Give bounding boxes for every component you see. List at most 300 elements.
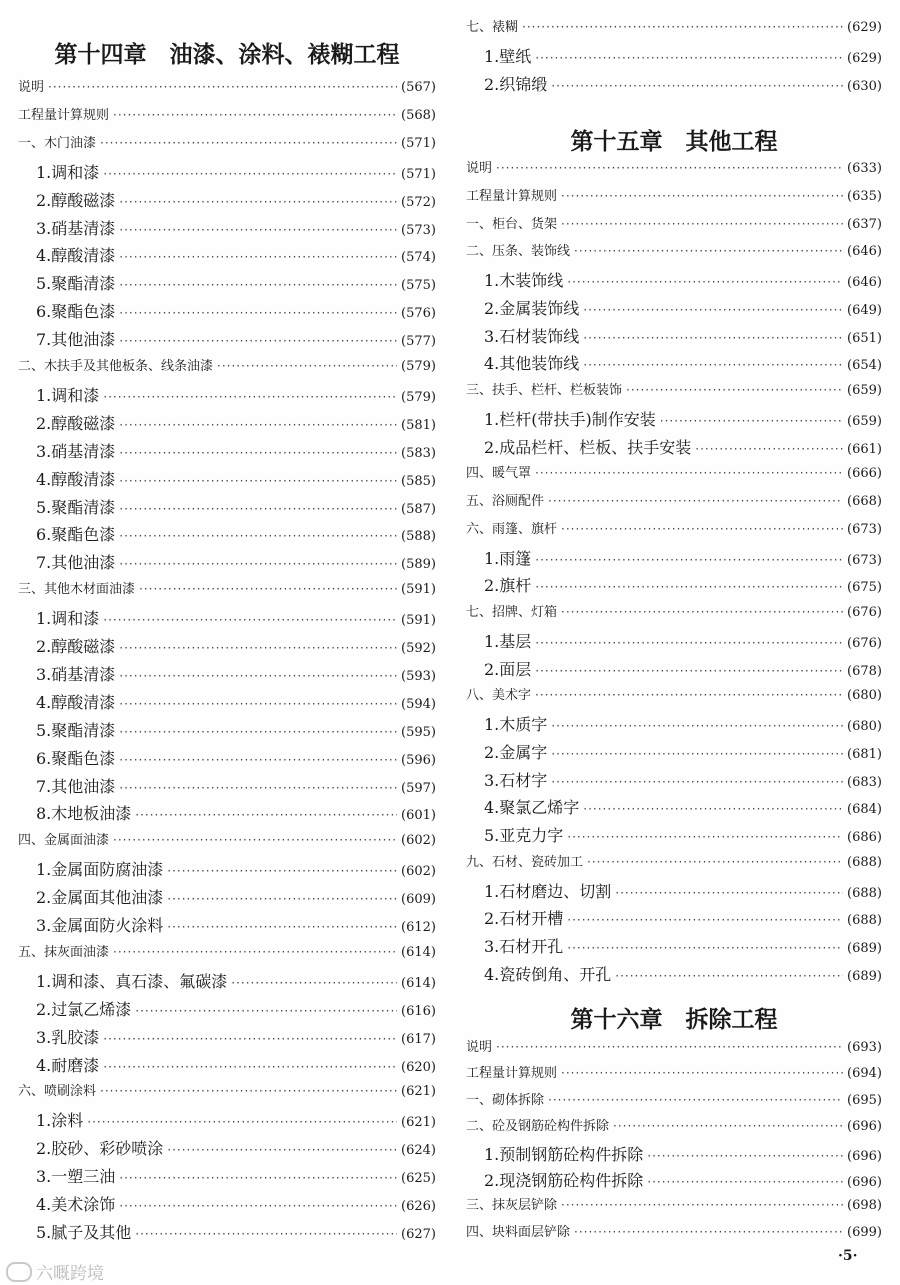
toc-entry-label: 7.其他油漆 xyxy=(36,553,116,573)
toc-entry-page: (680) xyxy=(847,719,882,734)
toc-entry-page: (596) xyxy=(401,752,436,768)
toc-entry-label: 1.基层 xyxy=(484,631,532,651)
toc-entry-page: (680) xyxy=(847,688,882,704)
toc-entry-page: (614) xyxy=(401,975,436,991)
toc-entry xyxy=(466,462,882,481)
toc-entry-label: 6.聚酯色漆 xyxy=(36,302,116,322)
toc-entry-page: (579) xyxy=(401,389,436,405)
toc-entry-page: (673) xyxy=(847,521,882,537)
toc-leader-dots xyxy=(119,474,397,488)
toc-entry-page: (684) xyxy=(847,802,882,818)
toc-entry xyxy=(18,467,436,490)
toc-leader-dots xyxy=(551,747,843,761)
toc-entry xyxy=(18,76,436,95)
toc-entry xyxy=(18,550,436,573)
toc-entry-label: 6.聚酯色漆 xyxy=(36,525,116,545)
toc-leader-dots xyxy=(574,244,843,258)
toc-entry-label: 七、裱糊 xyxy=(466,20,519,35)
toc-entry xyxy=(18,188,436,211)
toc-entry-label: 一、砌体拆除 xyxy=(466,1092,545,1108)
toc-entry-label: 1.木装饰线 xyxy=(484,271,564,290)
toc-entry-page: (612) xyxy=(401,920,436,935)
toc-entry-label: 2.醇酸磁漆 xyxy=(36,637,116,656)
toc-leader-dots xyxy=(551,79,843,93)
toc-entry xyxy=(18,969,436,992)
toc-leader-dots xyxy=(561,522,843,536)
toc-entry xyxy=(18,383,436,406)
toc-entry-page: (567) xyxy=(401,80,436,95)
toc-entry-label: 7.其他油漆 xyxy=(36,330,116,350)
toc-entry-label: 工程量计算规则 xyxy=(466,1066,558,1082)
toc-entry xyxy=(18,495,436,518)
toc-entry xyxy=(18,1192,436,1215)
toc-entry-page: (602) xyxy=(401,833,436,849)
toc-entry-label: 五、抹灰面油漆 xyxy=(18,944,110,960)
toc-entry-label: 工程量计算规则 xyxy=(18,107,110,123)
toc-entry-page: (629) xyxy=(847,20,882,35)
toc-entry-page: (591) xyxy=(401,613,436,629)
toc-leader-dots xyxy=(613,1119,843,1133)
toc-entry xyxy=(466,573,882,596)
toc-entry-page: (668) xyxy=(847,494,882,509)
toc-entry-page: (573) xyxy=(401,222,436,238)
toc-entry xyxy=(18,1025,436,1048)
toc-leader-dots xyxy=(113,945,397,959)
toc-entry xyxy=(18,606,436,629)
toc-leader-dots xyxy=(615,886,843,900)
toc-entry-page: (589) xyxy=(401,557,436,573)
toc-entry xyxy=(466,657,882,680)
toc-entry-page: (633) xyxy=(847,161,882,176)
toc-entry-label: 3.金属面防火涂料 xyxy=(36,916,164,935)
toc-entry xyxy=(466,1115,882,1134)
toc-leader-dots xyxy=(167,864,397,878)
toc-entry xyxy=(18,662,436,685)
toc-entry-label: 8.木地板油漆 xyxy=(36,804,132,824)
toc-entry xyxy=(18,216,436,239)
toc-leader-dots xyxy=(119,669,397,683)
toc-entry-page: (676) xyxy=(847,605,882,620)
toc-entry-label: 2.成品栏杆、栏板、扶手安装 xyxy=(484,437,692,457)
toc-leader-dots xyxy=(561,1198,843,1212)
toc-entry xyxy=(466,185,882,204)
toc-leader-dots xyxy=(135,1227,397,1241)
toc-entry xyxy=(466,879,882,902)
toc-entry-page: (577) xyxy=(401,334,436,350)
toc-entry-page: (621) xyxy=(401,1084,436,1100)
toc-entry xyxy=(18,160,436,183)
toc-entry xyxy=(18,913,436,936)
watermark-text: 六嘅跨境 xyxy=(36,1264,104,1284)
toc-entry xyxy=(18,104,436,123)
toc-entry-page: (693) xyxy=(847,1040,882,1055)
toc-entry xyxy=(18,718,436,741)
toc-entry-page: (625) xyxy=(401,1171,436,1187)
page-number: ·5· xyxy=(838,1248,858,1264)
toc-entry-label: 说明 xyxy=(18,80,45,95)
toc-entry-page: (654) xyxy=(847,358,882,374)
toc-leader-dots xyxy=(548,1093,843,1107)
toc-leader-dots xyxy=(626,383,843,397)
toc-leader-dots xyxy=(561,189,843,203)
toc-entry-label: 3.石材开孔 xyxy=(484,937,564,956)
toc-entry xyxy=(466,518,882,537)
toc-entry-label: 2.现浇钢筋砼构件拆除 xyxy=(484,1171,644,1190)
toc-entry xyxy=(466,1036,882,1055)
toc-entry-page: (696) xyxy=(847,1148,882,1164)
toc-entry-page: (651) xyxy=(847,330,882,346)
toc-entry xyxy=(18,299,436,322)
toc-leader-dots xyxy=(119,278,397,292)
toc-entry-page: (629) xyxy=(847,51,882,66)
toc-entry xyxy=(18,885,436,908)
toc-entry xyxy=(466,268,882,291)
toc-leader-dots xyxy=(217,359,397,373)
toc-entry-label: 二、木扶手及其他板条、线条油漆 xyxy=(18,359,214,374)
toc-leader-dots xyxy=(135,1004,397,1018)
toc-leader-dots xyxy=(535,688,843,702)
toc-entry xyxy=(18,774,436,797)
toc-entry-page: (649) xyxy=(847,302,882,318)
toc-entry-page: (617) xyxy=(401,1031,436,1047)
toc-entry-page: (616) xyxy=(401,1003,436,1019)
toc-leader-dots xyxy=(119,418,397,432)
toc-leader-dots xyxy=(119,195,397,209)
toc-entry-page: (601) xyxy=(401,808,436,824)
toc-leader-dots xyxy=(119,641,397,655)
toc-entry-label: 六、雨篷、旗杆 xyxy=(466,521,558,537)
toc-entry-page: (676) xyxy=(847,635,882,651)
toc-entry xyxy=(18,327,436,350)
toc-entry-label: 1.调和漆 xyxy=(36,162,100,182)
toc-entry-page: (614) xyxy=(401,944,436,960)
toc-entry-page: (646) xyxy=(847,275,882,290)
toc-leader-dots xyxy=(119,697,397,711)
toc-leader-dots xyxy=(583,331,843,345)
toc-entry-page: (661) xyxy=(847,441,882,457)
toc-entry-label: 说明 xyxy=(466,1040,493,1055)
toc-leader-dots xyxy=(119,781,397,795)
toc-entry-page: (630) xyxy=(847,79,882,94)
toc-entry-page: (686) xyxy=(847,830,882,845)
toc-entry-page: (683) xyxy=(847,774,882,790)
toc-entry-page: (659) xyxy=(847,383,882,398)
toc-entry-page: (699) xyxy=(847,1224,882,1240)
toc-entry xyxy=(466,1089,882,1108)
toc-entry xyxy=(466,1062,882,1081)
toc-leader-dots xyxy=(119,1171,397,1185)
toc-entry xyxy=(18,1220,436,1243)
toc-entry-page: (624) xyxy=(401,1143,436,1159)
toc-leader-dots xyxy=(119,250,397,264)
toc-entry xyxy=(466,546,882,569)
toc-entry-label: 5.腻子及其他 xyxy=(36,1222,132,1242)
toc-entry-label: 5.聚酯清漆 xyxy=(36,720,116,740)
toc-entry-page: (579) xyxy=(401,359,436,374)
toc-entry-page: (627) xyxy=(401,1226,436,1242)
toc-entry xyxy=(466,1194,882,1213)
toc-entry-label: 2.织锦缎 xyxy=(484,75,548,94)
toc-entry-label: 六、喷刷涂料 xyxy=(18,1084,97,1100)
toc-leader-dots xyxy=(567,275,843,289)
toc-entry xyxy=(18,1108,436,1131)
toc-entry-page: (673) xyxy=(847,552,882,568)
toc-leader-dots xyxy=(119,334,397,348)
toc-leader-dots xyxy=(561,217,843,231)
toc-leader-dots xyxy=(87,1115,397,1129)
toc-leader-dots xyxy=(139,582,397,596)
toc-entry-label: 四、暖气罩 xyxy=(466,466,532,482)
toc-entry-label: 二、砼及钢筋砼构件拆除 xyxy=(466,1119,610,1135)
toc-entry-page: (576) xyxy=(401,306,436,322)
toc-entry-label: 4.聚氯乙烯字 xyxy=(484,798,580,818)
toc-entry-page: (688) xyxy=(847,854,882,870)
toc-entry-page: (621) xyxy=(401,1115,436,1131)
toc-entry-label: 4.瓷砖倒角、开孔 xyxy=(484,964,612,984)
toc-leader-dots xyxy=(535,466,843,480)
toc-entry-label: 3.一塑三油 xyxy=(36,1167,116,1187)
toc-leader-dots xyxy=(548,494,843,508)
toc-entry-page: (581) xyxy=(401,417,436,433)
toc-entry-label: 1.壁纸 xyxy=(484,47,532,66)
toc-entry xyxy=(466,240,882,259)
toc-leader-dots xyxy=(113,833,397,847)
toc-entry-page: (609) xyxy=(401,892,436,908)
toc-leader-dots xyxy=(574,1225,843,1239)
toc-leader-dots xyxy=(535,636,843,650)
toc-entry-label: 五、浴厕配件 xyxy=(466,494,545,509)
toc-entry-page: (595) xyxy=(401,724,436,740)
toc-entry-label: 七、招牌、灯箱 xyxy=(466,605,558,620)
toc-entry-label: 1.石材磨边、切割 xyxy=(484,881,612,901)
toc-entry-label: 2.金属面其他油漆 xyxy=(36,888,164,908)
toc-entry-page: (568) xyxy=(401,107,436,123)
toc-leader-dots xyxy=(615,969,843,983)
toc-entry xyxy=(466,296,882,319)
toc-entry xyxy=(18,355,436,374)
watermark-logo-icon xyxy=(6,1262,32,1282)
toc-entry-page: (594) xyxy=(401,696,436,712)
toc-entry-label: 九、石材、瓷砖加工 xyxy=(466,854,584,870)
toc-entry xyxy=(466,1168,882,1191)
chapter-16-title: 第十六章 拆除工程 xyxy=(570,1007,778,1033)
toc-entry-page: (689) xyxy=(847,941,882,956)
toc-entry-page: (571) xyxy=(401,135,436,151)
toc-entry-page: (695) xyxy=(847,1092,882,1108)
toc-entry-label: 4.醇酸清漆 xyxy=(36,692,116,712)
toc-entry xyxy=(466,435,882,458)
chapter-14-title: 第十四章 油漆、涂料、裱糊工程 xyxy=(54,42,400,68)
toc-entry-label: 1.栏杆(带扶手)制作安装 xyxy=(484,409,656,429)
toc-entry-page: (597) xyxy=(401,780,436,796)
toc-entry xyxy=(466,629,882,652)
toc-entry-page: (689) xyxy=(847,968,882,984)
toc-leader-dots xyxy=(561,605,843,619)
toc-entry-label: 1.调和漆 xyxy=(36,385,100,405)
toc-entry xyxy=(18,997,436,1020)
toc-entry-label: 1.调和漆、真石漆、氟碳漆 xyxy=(36,971,228,991)
toc-entry xyxy=(18,1164,436,1187)
toc-entry-page: (593) xyxy=(401,668,436,684)
toc-entry-label: 3.石材装饰线 xyxy=(484,326,580,346)
toc-entry-label: 7.其他油漆 xyxy=(36,776,116,796)
toc-entry-label: 一、木门油漆 xyxy=(18,135,97,151)
toc-leader-dots xyxy=(167,920,397,934)
toc-leader-dots xyxy=(587,855,843,869)
chapter-15-title: 第十五章 其他工程 xyxy=(570,129,778,155)
toc-leader-dots xyxy=(551,775,843,789)
toc-entry xyxy=(18,690,436,713)
toc-entry-label: 2.醇酸磁漆 xyxy=(36,190,116,210)
toc-leader-dots xyxy=(535,553,843,567)
toc-entry xyxy=(466,712,882,735)
toc-entry-page: (659) xyxy=(847,413,882,429)
toc-entry xyxy=(18,801,436,824)
toc-leader-dots xyxy=(695,442,843,456)
toc-entry xyxy=(466,851,882,870)
toc-entry xyxy=(18,746,436,769)
toc-entry xyxy=(466,490,882,509)
toc-entry-label: 2.石材开槽 xyxy=(484,909,564,929)
toc-entry xyxy=(466,684,882,703)
toc-entry-page: (591) xyxy=(401,582,436,598)
toc-entry-label: 3.硝基清漆 xyxy=(36,441,116,461)
toc-entry-page: (587) xyxy=(401,501,436,517)
toc-leader-dots xyxy=(167,1143,397,1157)
toc-entry-label: 2.金属字 xyxy=(484,742,548,762)
toc-leader-dots xyxy=(119,306,397,320)
toc-leader-dots xyxy=(647,1175,843,1189)
toc-entry-page: (688) xyxy=(847,913,882,929)
toc-leader-dots xyxy=(119,1199,397,1213)
toc-entry-page: (585) xyxy=(401,473,436,489)
toc-entry-label: 2.胶砂、彩砂喷涂 xyxy=(36,1139,164,1159)
toc-leader-dots xyxy=(119,725,397,739)
toc-entry xyxy=(466,823,882,846)
toc-leader-dots xyxy=(660,414,843,428)
toc-entry-label: 1.涂料 xyxy=(36,1111,84,1131)
toc-leader-dots xyxy=(103,613,397,627)
toc-entry-label: 说明 xyxy=(466,161,493,176)
toc-entry xyxy=(466,795,882,818)
toc-entry-page: (575) xyxy=(401,278,436,294)
toc-entry-label: 三、其他木材面油漆 xyxy=(18,582,136,598)
toc-entry xyxy=(18,411,436,434)
toc-entry xyxy=(18,439,436,462)
toc-entry-page: (681) xyxy=(847,746,882,762)
toc-leader-dots xyxy=(535,51,843,65)
toc-leader-dots xyxy=(119,529,397,543)
toc-entry-label: 4.耐磨漆 xyxy=(36,1055,100,1075)
toc-entry xyxy=(18,1080,436,1099)
toc-entry-page: (688) xyxy=(847,885,882,901)
toc-entry xyxy=(466,379,882,398)
toc-entry xyxy=(466,407,882,430)
toc-leader-dots xyxy=(100,136,397,150)
toc-leader-dots xyxy=(522,20,843,34)
toc-entry-label: 4.醇酸清漆 xyxy=(36,246,116,266)
toc-entry xyxy=(18,578,436,597)
toc-leader-dots xyxy=(583,358,843,372)
toc-entry-label: 2.旗杆 xyxy=(484,576,532,596)
toc-entry-page: (620) xyxy=(401,1059,436,1075)
toc-entry-label: 工程量计算规则 xyxy=(466,188,558,204)
toc-entry-label: 1.金属面防腐油漆 xyxy=(36,860,164,880)
toc-entry-label: 2.面层 xyxy=(484,659,532,679)
toc-leader-dots xyxy=(119,223,397,237)
toc-entry-label: 2.醇酸磁漆 xyxy=(36,413,116,433)
toc-entry-label: 4.醇酸清漆 xyxy=(36,469,116,489)
toc-entry xyxy=(18,271,436,294)
toc-entry-page: (637) xyxy=(847,216,882,232)
toc-entry xyxy=(466,213,882,232)
toc-entry-label: 三、扶手、栏杆、栏板装饰 xyxy=(466,383,623,398)
toc-leader-dots xyxy=(561,1066,843,1080)
toc-entry-page: (696) xyxy=(847,1175,882,1190)
toc-leader-dots xyxy=(535,580,843,594)
toc-leader-dots xyxy=(535,664,843,678)
toc-leader-dots xyxy=(496,161,843,175)
toc-entry-label: 5.聚酯清漆 xyxy=(36,274,116,294)
toc-leader-dots xyxy=(119,446,397,460)
toc-entry-label: 2.金属装饰线 xyxy=(484,298,580,318)
toc-entry-label: 2.过氯乙烯漆 xyxy=(36,999,132,1019)
toc-entry-label: 四、金属面油漆 xyxy=(18,833,110,849)
toc-entry xyxy=(466,934,882,957)
toc-entry xyxy=(466,324,882,347)
toc-entry-label: 1.木质字 xyxy=(484,715,548,734)
toc-leader-dots xyxy=(113,108,397,122)
toc-entry xyxy=(18,634,436,657)
toc-entry xyxy=(466,351,882,374)
toc-entry-page: (602) xyxy=(401,864,436,880)
toc-entry-page: (592) xyxy=(401,641,436,656)
toc-entry xyxy=(466,740,882,763)
toc-entry-label: 八、美术字 xyxy=(466,688,532,704)
toc-entry-label: 3.乳胶漆 xyxy=(36,1027,100,1047)
toc-leader-dots xyxy=(567,941,843,955)
toc-entry-label: 三、抹灰层铲除 xyxy=(466,1198,558,1214)
toc-entry-label: 3.硝基清漆 xyxy=(36,664,116,684)
toc-entry-page: (666) xyxy=(847,466,882,482)
toc-entry-label: 5.亚克力字 xyxy=(484,826,564,845)
toc-entry xyxy=(466,72,882,95)
toc-entry-label: 4.其他装饰线 xyxy=(484,354,580,374)
toc-entry-label: 1.调和漆 xyxy=(36,609,100,629)
toc-entry xyxy=(18,243,436,266)
toc-entry-page: (675) xyxy=(847,580,882,596)
toc-entry-label: 3.硝基清漆 xyxy=(36,218,116,238)
toc-leader-dots xyxy=(647,1149,843,1163)
toc-entry-page: (698) xyxy=(847,1198,882,1214)
watermark xyxy=(6,1259,104,1284)
toc-entry-label: 4.美术涂饰 xyxy=(36,1195,116,1214)
toc-leader-dots xyxy=(135,808,397,822)
toc-leader-dots xyxy=(567,913,843,927)
toc-entry-label: 5.聚酯清漆 xyxy=(36,497,116,517)
toc-entry-page: (635) xyxy=(847,188,882,204)
toc-leader-dots xyxy=(48,80,397,94)
toc-entry-page: (626) xyxy=(401,1199,436,1214)
toc-entry xyxy=(18,1136,436,1159)
toc-entry-page: (678) xyxy=(847,663,882,679)
toc-entry xyxy=(18,941,436,960)
toc-leader-dots xyxy=(103,1032,397,1046)
toc-entry-page: (574) xyxy=(401,250,436,266)
toc-entry xyxy=(466,1142,882,1165)
toc-entry-label: 四、块料面层铲除 xyxy=(466,1224,571,1240)
toc-entry xyxy=(466,906,882,929)
